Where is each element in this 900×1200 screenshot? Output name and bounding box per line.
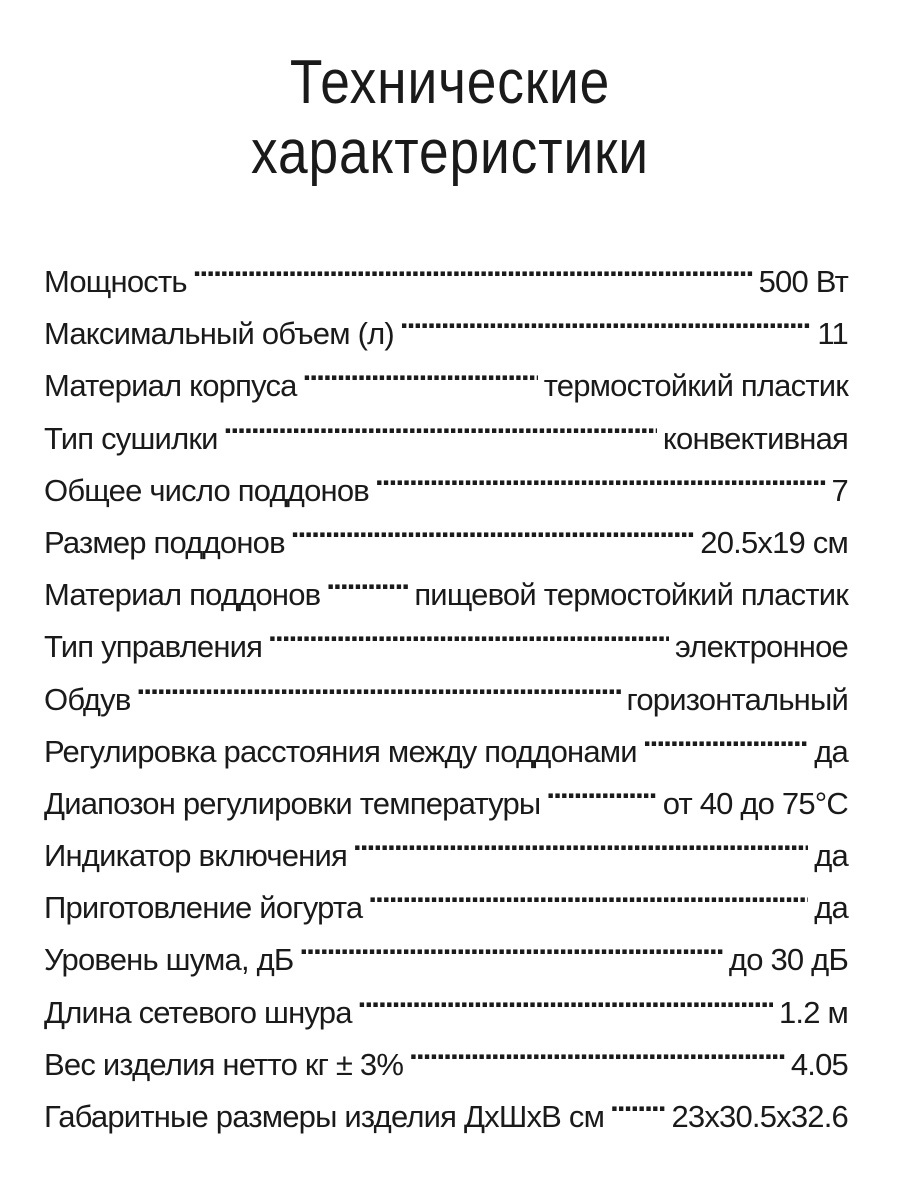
- dot-leader: [137, 658, 621, 710]
- spec-label: Материал корпуса: [44, 368, 297, 404]
- spec-value: 500 Вт: [758, 264, 848, 299]
- dot-leader: [224, 397, 657, 449]
- spec-label: Тип сушилки: [44, 420, 218, 456]
- spec-label: Регулировка расстояния между поддонами: [44, 733, 637, 769]
- spec-value: до 30 дБ: [728, 942, 848, 978]
- dot-leader: [268, 605, 669, 657]
- spec-label: Мощность: [44, 264, 187, 299]
- dot-leader: [353, 814, 808, 866]
- spec-value: да: [814, 890, 848, 926]
- spec-label: Диапозон регулировки температуры: [44, 785, 541, 821]
- dot-leader: [610, 1075, 665, 1127]
- spec-label: Индикатор включения: [44, 838, 348, 874]
- dot-leader: [326, 553, 408, 605]
- spec-label: Длина сетевого шнура: [44, 994, 352, 1030]
- spec-value: 20.5x19 см: [700, 524, 848, 560]
- dot-leader: [193, 240, 753, 292]
- dot-leader: [546, 762, 656, 814]
- title-line-1: Технические: [289, 48, 611, 117]
- dot-leader: [375, 449, 826, 501]
- spec-label: Материал поддонов: [44, 577, 321, 613]
- spec-list: [44, 240, 848, 1134]
- dot-leader: [409, 1023, 785, 1075]
- spec-label: Общее число поддонов: [44, 472, 369, 508]
- spec-label: Обдув: [44, 681, 131, 717]
- spec-value: 23x30.5x32.6: [671, 1099, 848, 1134]
- page-title: [63, 48, 837, 188]
- dot-leader: [400, 292, 812, 344]
- spec-value: электронное: [675, 629, 848, 665]
- spec-label: Тип управления: [44, 629, 263, 665]
- spec-value: 11: [817, 316, 848, 352]
- spec-value: 4.05: [790, 1046, 848, 1082]
- title-line-2: характеристики: [251, 118, 649, 187]
- spec-label: Уровень шума, дБ: [44, 942, 294, 978]
- spec-label: Габаритные размеры изделия ДхШхВ см: [44, 1099, 605, 1134]
- spec-value: да: [814, 838, 848, 874]
- spec-value: конвективная: [662, 420, 848, 456]
- spec-row: [44, 240, 848, 299]
- dot-leader: [368, 866, 808, 918]
- dot-leader: [291, 501, 694, 553]
- spec-value: горизонтальный: [626, 681, 848, 717]
- spec-label: Максимальный объем (л): [44, 316, 394, 352]
- spec-label: Вес изделия нетто кг ± 3%: [44, 1046, 404, 1082]
- dot-leader: [303, 344, 538, 396]
- dot-leader: [358, 971, 773, 1023]
- spec-value: 7: [831, 472, 848, 508]
- spec-row: [44, 710, 848, 769]
- spec-value: да: [814, 733, 848, 769]
- spec-label: Размер поддонов: [44, 524, 285, 560]
- dot-leader: [643, 710, 808, 762]
- spec-label: Приготовление йогурта: [44, 890, 363, 926]
- spec-value: пищевой термостойкий пластик: [414, 577, 848, 613]
- spec-value: термостойкий пластик: [543, 368, 848, 404]
- spec-value: 1.2 м: [778, 994, 848, 1030]
- dot-leader: [299, 918, 722, 970]
- spec-value: от 40 до 75°С: [662, 785, 848, 821]
